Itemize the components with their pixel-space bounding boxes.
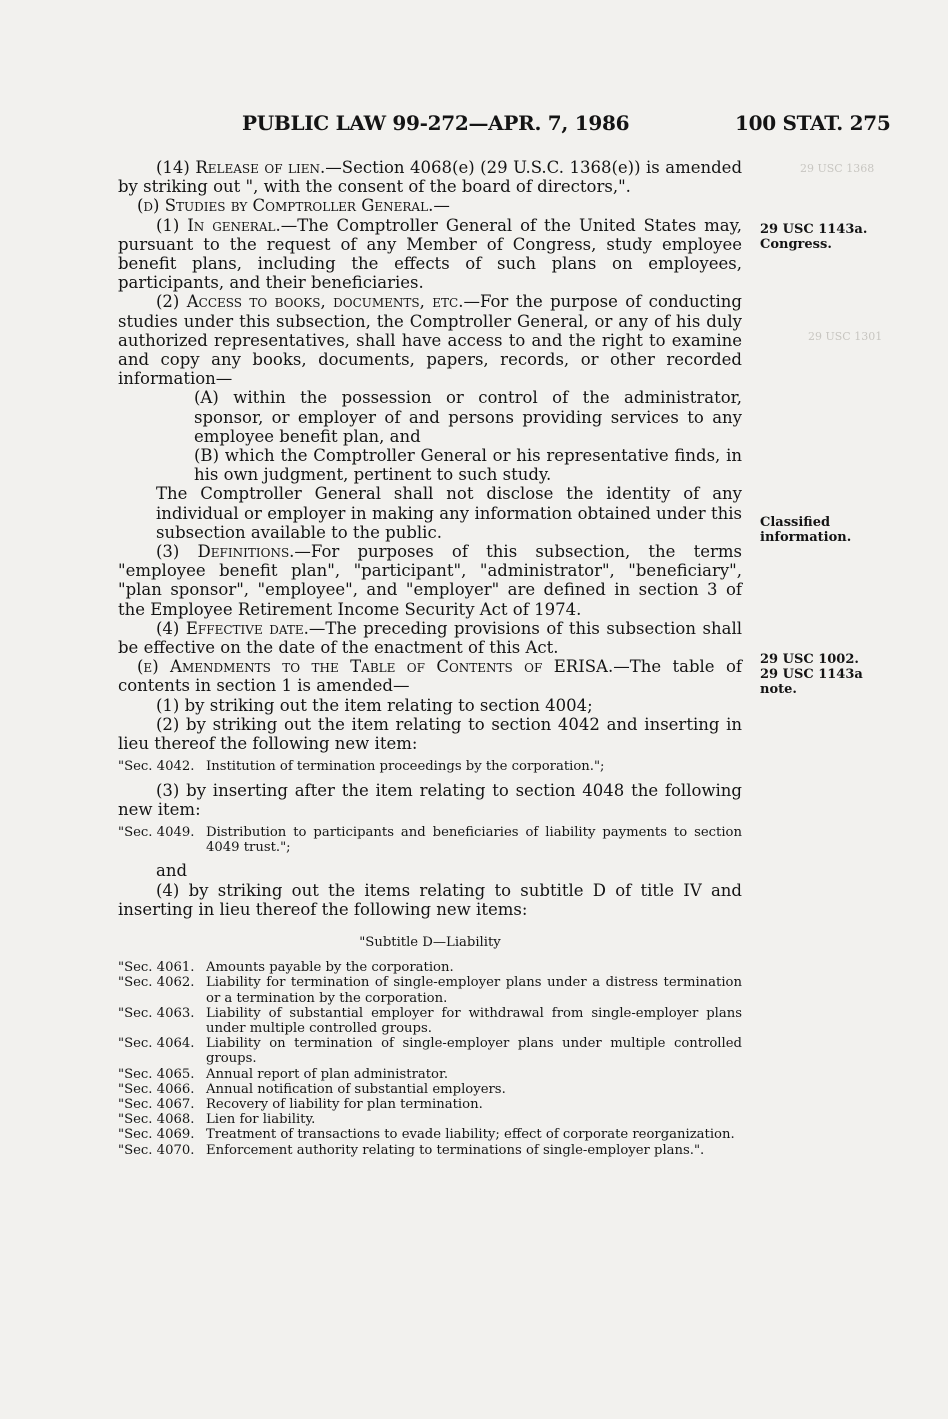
toc-row [118, 1127, 742, 1142]
toc-section-title: Recovery of liability for plan termination. [206, 1096, 483, 1112]
toc-section-number: "Sec. 4070. [118, 1142, 195, 1158]
para-and-text: and [156, 861, 188, 881]
para-d2A [118, 388, 742, 446]
toc-section-title: Annual report of plan administrator. [206, 1066, 449, 1082]
para-d2-text: —For the purpose of conducting studies under this subsection, the Comptroller General, or any of his duly authorized representatives, shall have access to and the right to examine and copy any books, documents, papers, records, or other recorded information— [118, 292, 742, 389]
para-d3-text: —For purposes of this subsection, the terms "employee benefit plan", "participant", "administrator", "beneficiary", "plan sponsor", "employee", and "employer" are defined in section 3 of the Employee Retirement Income Security Act of 1974. [118, 542, 742, 619]
para-e3-text: (3) by inserting after the item relating to section 4048 the following new item: [118, 780, 742, 819]
bleed-through-note-top: 29 USC 1368 [800, 162, 875, 175]
toc-section-number: "Sec. 4069. [118, 1127, 195, 1143]
toc-section-number: "Sec. 4049. [118, 824, 195, 840]
toc-section-number: "Sec. 4066. [118, 1081, 195, 1097]
toc-row [118, 1143, 742, 1158]
para-14-text: —Section 4068(e) (29 U.S.C. 1368(e)) is amended by striking out ", with the consent of the board of directors,". [118, 158, 743, 197]
toc-section-title: Liability of substantial employer for withdrawal from single-employer plans under multiple controlled groups. [206, 1005, 742, 1036]
para-d1-heading: (1) In general. [156, 215, 281, 235]
para-d2-close-text: The Comptroller General shall not disclose the identity of any individual or employer in making any information obtained under this subsection available to the public. [156, 484, 742, 542]
para-d-heading: (d) Studies by Comptroller General. [137, 196, 434, 216]
para-e1 [118, 696, 742, 715]
toc-section-title: Enforcement authority relating to terminations of single-employer plans.". [206, 1142, 705, 1158]
para-e4-text: (4) by striking out the items relating to subtitle D of title IV and inserting in lieu thereof the following new items: [118, 880, 742, 919]
running-head-stat: 100 STAT. 275 [735, 111, 891, 135]
para-d2B [118, 446, 742, 484]
toc-row [118, 825, 742, 855]
toc-row [118, 1082, 742, 1097]
para-d3-heading: (3) Definitions. [156, 542, 295, 562]
margin-note-line: note. [760, 682, 797, 697]
toc-section-title: Liability for termination of single-employer plans under a distress termination or a termination by the corporation. [206, 975, 742, 1006]
toc-row [118, 975, 742, 1005]
para-d2A-text: (A) within the possession or control of the administrator, sponsor, or employer of and persons providing services to any employee benefit plan, and [194, 388, 742, 446]
para-d1-text: —The Comptroller General of the United States may, pursuant to the request of any Member of Congress, study employee benefit plans, including the effects of such plans on employees, participants, and their beneficiaries. [118, 215, 742, 293]
margin-note-usc-1143a [760, 222, 890, 252]
margin-note-line: Classified [760, 515, 831, 530]
toc-section-number: "Sec. 4061. [118, 960, 195, 976]
toc-section-title: Annual notification of substantial employers. [206, 1081, 506, 1097]
para-d1 [118, 216, 742, 293]
para-d2 [118, 292, 742, 388]
toc-section-title: Treatment of transactions to evade liability; effect of corporate reorganization. [206, 1127, 735, 1143]
para-d3 [118, 542, 742, 619]
toc-row [118, 759, 742, 774]
toc-row [118, 960, 742, 975]
margin-note-line: 29 USC 1143a. [760, 222, 868, 237]
para-14 [118, 158, 742, 196]
subtitle-heading: "Subtitle D—Liability [359, 934, 501, 950]
para-d4-text: —The preceding provisions of this subsection shall be effective on the date of the enactment of this Act. [118, 618, 742, 658]
toc-section-number: "Sec. 4064. [118, 1036, 195, 1052]
margin-note-usc-1002 [760, 652, 890, 697]
inserted-item-4042 [118, 759, 742, 774]
toc-section-number: "Sec. 4068. [118, 1112, 195, 1128]
para-d2-close [118, 484, 742, 542]
para-e [118, 657, 742, 695]
para-e1-text: (1) by striking out the item relating to section 4004; [156, 695, 593, 715]
para-and [118, 861, 742, 880]
bleed-through-note-mid: 29 USC 1301 [808, 330, 883, 343]
para-d [118, 196, 742, 215]
margin-note-line: 29 USC 1143a [760, 667, 863, 682]
inserted-item-4049 [118, 825, 742, 855]
body-text [118, 158, 742, 1164]
toc-section-title: Institution of termination proceedings by the corporation."; [206, 759, 605, 775]
para-e2 [118, 715, 742, 753]
running-head-title: PUBLIC LAW 99-272—APR. 7, 1986 [242, 111, 630, 135]
toc-section-title: Lien for liability. [206, 1112, 316, 1128]
toc-section-title: Amounts payable by the corporation. [206, 960, 454, 976]
toc-row [118, 1067, 742, 1082]
toc-section-number: "Sec. 4063. [118, 1005, 195, 1021]
para-d4 [118, 619, 742, 657]
toc-row [118, 1097, 742, 1112]
margin-note-classified [760, 515, 890, 545]
toc-row [118, 1112, 742, 1127]
toc-section-number: "Sec. 4065. [118, 1066, 195, 1082]
toc-section-title: Distribution to participants and beneficiaries of liability payments to section 4049 trust."; [206, 824, 742, 856]
toc-section-number: "Sec. 4042. [118, 759, 195, 775]
para-14-heading: (14) Release of lien. [156, 158, 326, 177]
para-d2B-text: (B) which the Comptroller General or his representative finds, in his own judgment, pertinent to such study. [194, 446, 742, 485]
toc-section-number: "Sec. 4062. [118, 975, 195, 991]
toc-list [118, 960, 742, 1158]
para-e3 [118, 781, 742, 819]
para-e-heading: (e) Amendments to the Table of Contents of ERISA. [137, 657, 614, 677]
para-e-text: —The table of contents in section 1 is amended— [118, 657, 743, 696]
margin-note-line: Congress. [760, 237, 832, 252]
para-d4-heading: (4) Effective date. [156, 618, 309, 638]
toc-section-title: Liability on termination of single-employer plans under multiple controlled groups. [206, 1036, 742, 1067]
margin-note-line: information. [760, 530, 852, 545]
para-d-dash: — [433, 196, 450, 216]
para-e4 [118, 881, 742, 919]
toc-row [118, 1036, 742, 1066]
para-e2-text: (2) by striking out the item relating to section 4042 and inserting in lieu thereof the following new item: [118, 714, 742, 754]
toc-row [118, 1006, 742, 1036]
margin-note-line: 29 USC 1002. [760, 652, 859, 667]
toc-section-number: "Sec. 4067. [118, 1096, 195, 1112]
para-d2-heading: (2) Access to books, documents, etc. [156, 292, 464, 312]
